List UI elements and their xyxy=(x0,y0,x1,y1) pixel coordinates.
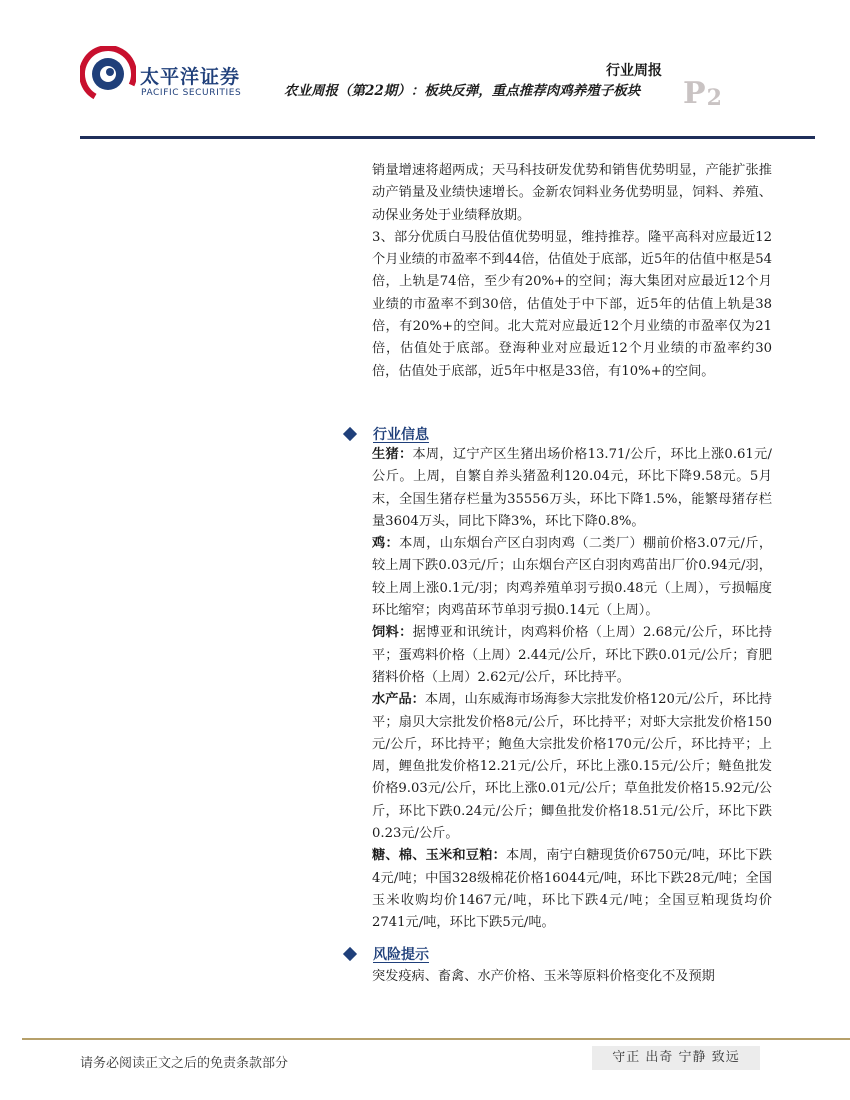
info-item xyxy=(372,845,772,934)
page-digit: 2 xyxy=(706,85,723,111)
logo-english-name: PACIFIC SECURITIES xyxy=(141,88,242,98)
body-paragraph: 3、部分优质白马股估值优势明显，维持推荐。隆平高科对应最近12个月业绩的市盈率不到44倍，估值处于底部，近5年的估值中枢是54倍，上轨是74倍，至少有20%+的空间；海大集团对应最近12个月业绩的市盈率不到30倍，估值处于中下部，近5年的估值上轨是38倍，有20%+的空间。北大荒对应最近12个月业绩的市盈率仅为21倍，估值处于底部。登海种业对应最近12个月业绩的市盈率约30倍，估值处于底部，近5年中枢是33倍，有10%+的空间。 xyxy=(372,229,772,379)
info-item-label: 糖、棉、玉米和豆粕： xyxy=(372,848,506,864)
logo-chinese-name: 太平洋证券 xyxy=(140,66,241,88)
body-paragraph: 销量增速将超两成；天马科技研发优势和销售优势明显，产能扩张推动产销量及业绩快速增长。金新农饲料业务优势明显，饲料、养殖、动保业务处于业绩释放期。 xyxy=(372,163,772,223)
info-item-label: 鸡： xyxy=(372,536,400,552)
info-item xyxy=(372,622,772,689)
info-item-text: 本周，山东威海市场海参大宗批发价格120元/公斤，环比持平；扇贝大宗批发价格8元/公斤，环比持平；对虾大宗批发价格150元/公斤，环比持平；鲍鱼大宗批发价格170元/公斤，环比持平；上周，鲤鱼批发价格12.21元/公斤，环比上涨0.15元/公斤；鲢鱼批发价格9.03元/公斤，环比上涨0.01元/公斤；草鱼批发价格15.92元/公斤，环比下跌0.24元/公斤；鲫鱼批发价格18.51元/公斤，环比下跌0.23元/公斤。 xyxy=(372,692,772,842)
page-number xyxy=(683,76,723,111)
info-item xyxy=(372,533,772,622)
header-divider xyxy=(80,136,815,139)
footer-disclaimer: 请务必阅读正文之后的免责条款部分 xyxy=(80,1056,289,1071)
section-title: 风险提示 xyxy=(373,947,429,963)
info-item-text: 本周，辽宁产区生猪出场价格13.71/公斤，环比上涨0.61元/公斤。上周，自繁自养头猪盈利120.04元，环比下降9.58元。5月末，全国生猪存栏量为35556万头，环比下降1.5%，能繁母猪存栏量3604万头，同比下降3%，环比下降0.8%。 xyxy=(372,447,772,529)
info-item xyxy=(372,689,772,845)
info-item xyxy=(372,444,772,533)
body-text xyxy=(372,160,772,383)
info-item-label: 饲料： xyxy=(372,625,413,641)
footer-slogan: 守正 出奇 宁静 致远 xyxy=(592,1046,760,1070)
page-header xyxy=(0,0,850,140)
diamond-bullet-icon xyxy=(343,947,357,961)
pacific-securities-logo-icon xyxy=(80,46,136,102)
risk-heading xyxy=(343,944,429,964)
diamond-bullet-icon xyxy=(343,427,357,441)
industry-info-heading xyxy=(343,424,429,444)
report-title: 农业周报（第22期）：板块反弹，重点推荐肉鸡养殖子板块 xyxy=(284,83,641,99)
page-letter: P xyxy=(683,76,707,111)
info-item-text: 本周，山东烟台产区白羽肉鸡（二类厂）棚前价格3.07元/斤，较上周下跌0.03元/斤；山东烟台产区白羽肉鸡苗出厂价0.94元/羽，较上周上涨0.1元/羽；肉鸡养殖单羽亏损0.48元（上周），亏损幅度环比缩窄；肉鸡苗环节单羽亏损0.14元（上周）。 xyxy=(372,536,773,619)
risk-text: 突发疫病、畜禽、水产价格、玉米等原料价格变化不及预期 xyxy=(372,969,715,984)
info-item-label: 生猪： xyxy=(372,447,413,462)
info-item-label: 水产品： xyxy=(372,692,425,708)
industry-info-list xyxy=(372,444,772,935)
footer-divider xyxy=(22,1038,850,1040)
info-item-text: 据博亚和讯统计，肉鸡料价格（上周）2.68元/公斤，环比持平；蛋鸡料价格（上周）2.44元/公斤，环比下跌0.01元/公斤；育肥猪料价格（上周）2.62元/公斤，环比持平。 xyxy=(372,625,773,685)
report-type: 行业周报 xyxy=(606,63,662,79)
info-item-text: 本周，南宁白糖现货价6750元/吨，环比下跌4元/吨；中国328级棉花价格16044元/吨，环比下跌28元/吨；全国玉米收购均价1467元/吨，环比下跌4元/吨；全国豆粕现货均价2741元/吨，环比下跌5元/吨。 xyxy=(372,848,772,931)
section-title: 行业信息 xyxy=(373,427,429,443)
